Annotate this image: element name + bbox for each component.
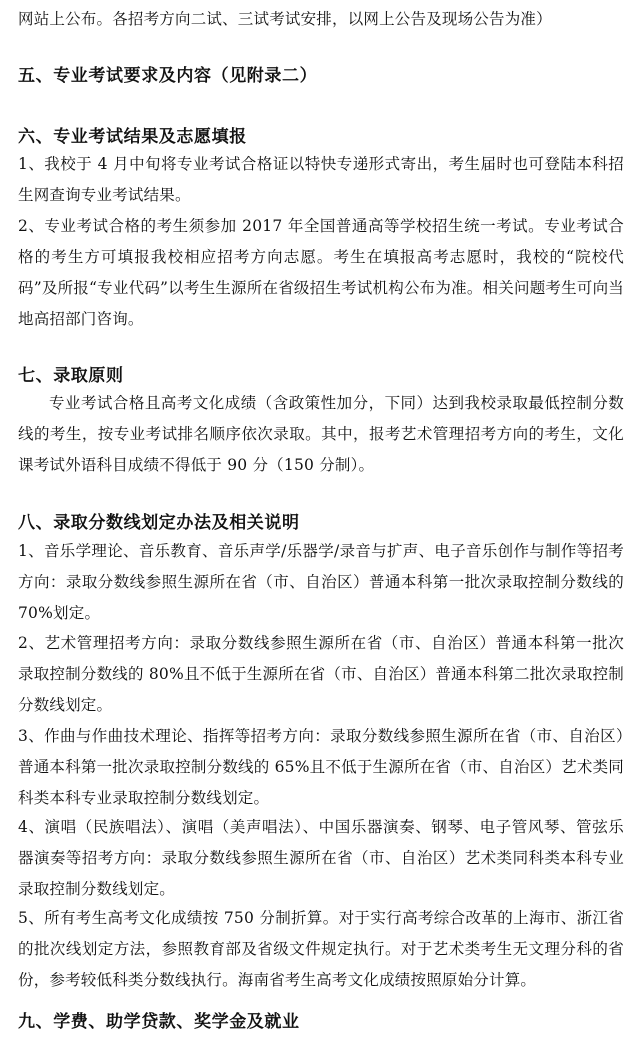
section-9-number: 九、 — [18, 1012, 54, 1032]
section-7-heading — [18, 362, 624, 390]
intro-paragraph: 网站上公布。各招考方向二试、三试考试安排，以网上公告及现场公告为准） — [18, 10, 552, 28]
section-5-number: 五、 — [18, 66, 54, 86]
section-9-title: 学费、助学贷款、奖学金及就业 — [53, 1012, 300, 1032]
section-8-item-5: 5、所有考生高考文化成绩按 750 分制折算。对于实行高考综合改革的上海市、浙江省的批次线划定方法，参照教育部及省级文件规定执行。对于艺术类考生无文理分科的省份，参考较低科类分数线执行。海南省考生高考文化成绩按照原始分计算。 — [18, 909, 624, 989]
section-7-number: 七、 — [18, 366, 54, 386]
section-6-heading — [18, 123, 624, 151]
section-9-heading — [18, 1008, 624, 1036]
section-8-number: 八、 — [18, 513, 54, 533]
section-8-item-4: 4、演唱（民族唱法）、演唱（美声唱法）、中国乐器演奏、钢琴、电子管风琴、管弦乐器演奏等招考方向：录取分数线参照生源所在省（市、自治区）艺术类同科类本科专业录取控制分数线划定。 — [18, 818, 624, 898]
section-8-title: 录取分数线划定办法及相关说明 — [53, 513, 300, 533]
section-6-title: 专业考试结果及志愿填报 — [53, 127, 247, 147]
section-6-item-1: 1、我校于 4 月中旬将专业考试合格证以特快专递形式寄出，考生届时也可登陆本科招生网查询专业考试结果。 — [18, 155, 624, 204]
section-8-item-1: 1、音乐学理论、音乐教育、音乐声学/乐器学/录音与扩声、电子音乐创作与制作等招考方向：录取分数线参照生源所在省（市、自治区）普通本科第一批次录取控制分数线的 70%划定。 — [18, 542, 624, 622]
section-7-title: 录取原则 — [53, 366, 124, 386]
section-5-heading — [18, 62, 624, 90]
section-5-title: 专业考试要求及内容（见附录二） — [53, 66, 318, 86]
section-6-number: 六、 — [18, 127, 54, 147]
section-8-item-2: 2、艺术管理招考方向：录取分数线参照生源所在省（市、自治区）普通本科第一批次录取控制分数线的 80%且不低于生源所在省（市、自治区）普通本科第二批次录取控制分数线划定。 — [18, 634, 624, 714]
section-7-paragraph: 专业考试合格且高考文化成绩（含政策性加分，下同）达到我校录取最低控制分数线的考生，按专业考试排名顺序依次录取。其中，报考艺术管理招考方向的考生，文化课考试外语科目成绩不得低于 90 分（150 分制）。 — [18, 394, 624, 474]
section-6-item-2: 2、专业考试合格的考生须参加 2017 年全国普通高等学校招生统一考试。专业考试合格的考生方可填报我校相应招考方向志愿。考生在填报高考志愿时，我校的“院校代码”及所报“专业代码”以考生生源所在省级招生考试机构公布为准。相关问题考生可向当地高招部门咨询。 — [18, 217, 624, 328]
section-8-item-3: 3、作曲与作曲技术理论、指挥等招考方向：录取分数线参照生源所在省（市、自治区）普通本科第一批次录取控制分数线的 65%且不低于生源所在省（市、自治区）艺术类同科类本科专业录取控制分数线划定。 — [18, 727, 624, 807]
section-8-heading — [18, 509, 624, 537]
